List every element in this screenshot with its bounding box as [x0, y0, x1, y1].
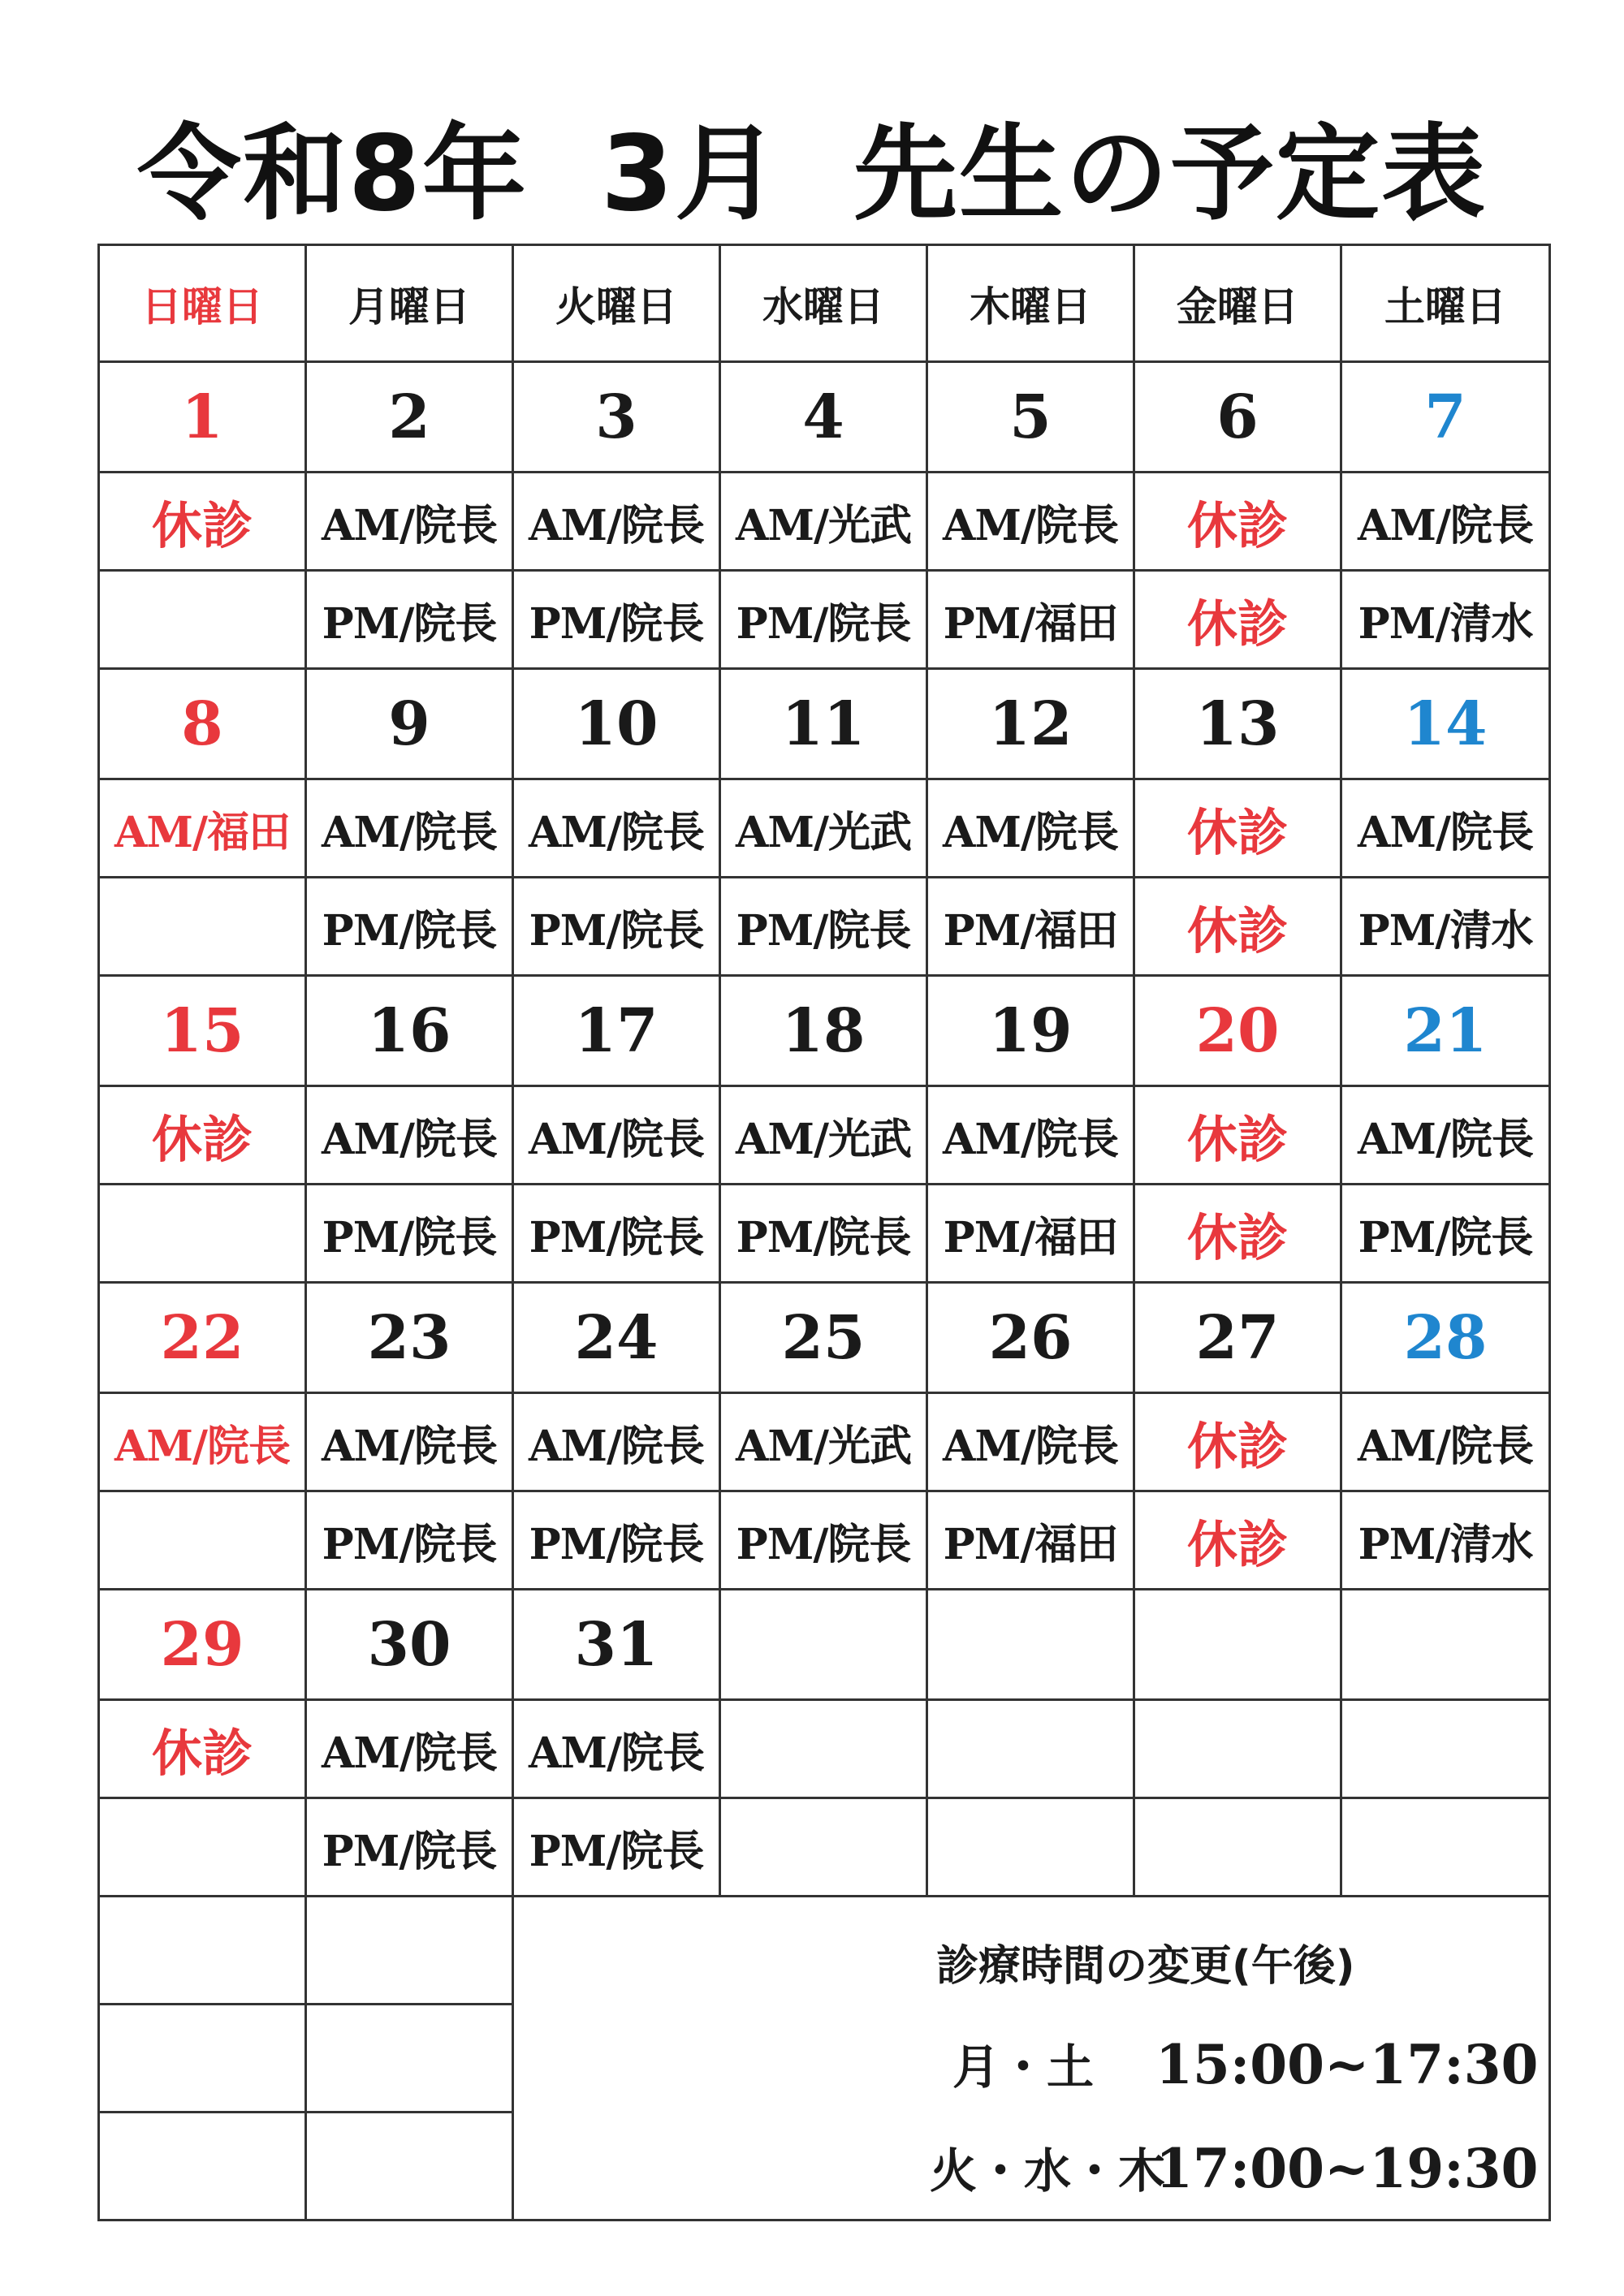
- pm-row: [99, 878, 1550, 976]
- day-cell: [306, 1700, 513, 1798]
- day-cell: [1134, 473, 1341, 571]
- am-doctor-label: AM/院長: [322, 1114, 497, 1164]
- day-cell: [513, 878, 720, 976]
- day-cell: [927, 571, 1134, 669]
- date-number: 6: [1216, 382, 1259, 452]
- day-cell: [99, 779, 306, 878]
- am-doctor-label: AM/院長: [322, 1421, 497, 1471]
- blank-cell: [99, 2113, 306, 2220]
- am-doctor-label: AM/院長: [943, 807, 1118, 857]
- day-cell: [513, 1185, 720, 1283]
- pm-doctor-label: PM/院長: [529, 1212, 704, 1262]
- date-number: 31: [574, 1609, 659, 1680]
- date-number: 26: [988, 1302, 1073, 1373]
- day-cell: [720, 1283, 927, 1393]
- day-cell: [306, 1798, 513, 1897]
- day-cell: [1134, 362, 1341, 473]
- day-cell: [513, 473, 720, 571]
- day-cell: [1341, 571, 1550, 669]
- am-doctor-label: AM/光武: [736, 500, 911, 550]
- weekday-header-wed: [720, 245, 927, 362]
- pm-doctor-label: PM/院長: [736, 1212, 911, 1262]
- day-cell: [99, 1393, 306, 1491]
- day-cell: [1341, 1590, 1550, 1700]
- hours-line-tue-thu: [930, 2133, 1538, 2201]
- weekday-label: 月曜日: [348, 283, 470, 330]
- pm-doctor-label: PM/院長: [322, 1826, 497, 1876]
- closed-label: 休診: [151, 1109, 253, 1169]
- day-cell: [1341, 669, 1550, 779]
- closed-label: 休診: [1186, 1416, 1288, 1476]
- am-doctor-label: AM/院長: [529, 1728, 704, 1778]
- blank-cell: [306, 1897, 513, 2005]
- hours-line-mon-sat: [952, 2029, 1538, 2097]
- date-row: [99, 1283, 1550, 1393]
- hours-time: 15:00~17:30: [1155, 2033, 1539, 2096]
- day-cell: [927, 1086, 1134, 1185]
- pm-doctor-label: PM/院長: [529, 1826, 704, 1876]
- blank-cell: [306, 2113, 513, 2220]
- pm-doctor-label: PM/院長: [736, 905, 911, 956]
- am-row: [99, 473, 1550, 571]
- day-cell: [306, 1491, 513, 1590]
- day-cell: [306, 473, 513, 571]
- pm-doctor-label: PM/清水: [1358, 1519, 1533, 1569]
- day-cell: [1134, 1590, 1341, 1700]
- day-cell: [927, 473, 1134, 571]
- weekday-header-tue: [513, 245, 720, 362]
- day-cell: [99, 1700, 306, 1798]
- day-cell: [99, 878, 306, 976]
- day-cell: [720, 779, 927, 878]
- day-cell: [1341, 1798, 1550, 1897]
- pm-row: [99, 1798, 1550, 1897]
- blank-cell: [99, 1897, 306, 2005]
- date-number: 24: [574, 1302, 659, 1373]
- day-cell: [1134, 571, 1341, 669]
- date-number: 12: [988, 688, 1073, 759]
- day-cell: [1134, 1086, 1341, 1185]
- day-cell: [1134, 878, 1341, 976]
- pm-doctor-label: PM/院長: [529, 1519, 704, 1569]
- am-doctor-label: AM/院長: [943, 1114, 1118, 1164]
- date-number: 11: [781, 688, 866, 759]
- blank-cell: [306, 2005, 513, 2113]
- weekday-header-thu: [927, 245, 1134, 362]
- day-cell: [306, 669, 513, 779]
- date-number: 17: [574, 995, 659, 1066]
- day-cell: [927, 976, 1134, 1086]
- day-cell: [720, 1086, 927, 1185]
- closed-label: 休診: [1186, 1514, 1288, 1574]
- am-doctor-label: AM/院長: [1358, 500, 1533, 550]
- day-cell: [513, 362, 720, 473]
- day-cell: [927, 1283, 1134, 1393]
- day-cell: [720, 1590, 927, 1700]
- pm-doctor-label: PM/福田: [943, 598, 1118, 649]
- am-doctor-label: AM/光武: [736, 1421, 911, 1471]
- weekday-header-sat: [1341, 245, 1550, 362]
- day-cell: [720, 1491, 927, 1590]
- weekday-label: 土曜日: [1384, 283, 1506, 330]
- am-doctor-label: AM/院長: [322, 807, 497, 857]
- day-cell: [720, 571, 927, 669]
- date-number: 19: [988, 995, 1073, 1066]
- day-cell: [306, 779, 513, 878]
- day-cell: [513, 779, 720, 878]
- pm-doctor-label: PM/院長: [736, 598, 911, 649]
- page-title: [0, 96, 1624, 234]
- weekday-label: 日曜日: [141, 283, 263, 330]
- day-cell: [513, 1798, 720, 1897]
- day-cell: [1341, 362, 1550, 473]
- date-number: 20: [1195, 995, 1280, 1066]
- date-number: 2: [388, 382, 430, 452]
- day-cell: [927, 1491, 1134, 1590]
- date-number: 16: [367, 995, 451, 1066]
- hours-note-box: [513, 1897, 1550, 2220]
- day-cell: [513, 1283, 720, 1393]
- date-number: 15: [160, 995, 244, 1066]
- day-cell: [306, 1283, 513, 1393]
- day-cell: [99, 362, 306, 473]
- pm-doctor-label: PM/院長: [529, 598, 704, 649]
- day-cell: [720, 976, 927, 1086]
- day-cell: [720, 473, 927, 571]
- am-doctor-label: AM/院長: [529, 1114, 704, 1164]
- day-cell: [927, 362, 1134, 473]
- day-cell: [513, 976, 720, 1086]
- date-number: 1: [181, 382, 223, 452]
- date-row: [99, 1590, 1550, 1700]
- day-cell: [99, 1283, 306, 1393]
- day-cell: [99, 1798, 306, 1897]
- closed-label: 休診: [1186, 1109, 1288, 1169]
- title-year: 令和8年: [136, 114, 528, 235]
- date-number: 10: [574, 688, 659, 759]
- hours-note: [514, 1897, 1548, 2219]
- day-cell: [306, 571, 513, 669]
- date-row: [99, 976, 1550, 1086]
- weekday-header-fri: [1134, 245, 1341, 362]
- pm-doctor-label: PM/福田: [943, 1212, 1118, 1262]
- am-doctor-label: AM/院長: [1358, 1421, 1533, 1471]
- pm-doctor-label: PM/院長: [1358, 1212, 1533, 1262]
- date-number: 27: [1195, 1302, 1280, 1373]
- date-number: 9: [388, 688, 430, 759]
- day-cell: [306, 976, 513, 1086]
- day-cell: [513, 571, 720, 669]
- day-cell: [927, 669, 1134, 779]
- day-cell: [513, 669, 720, 779]
- weekday-label: 水曜日: [762, 283, 884, 330]
- day-cell: [1341, 779, 1550, 878]
- day-cell: [99, 571, 306, 669]
- day-cell: [1134, 1798, 1341, 1897]
- day-cell: [1341, 1283, 1550, 1393]
- pm-doctor-label: PM/院長: [322, 1519, 497, 1569]
- day-cell: [306, 1393, 513, 1491]
- am-row: [99, 779, 1550, 878]
- date-number: 23: [367, 1302, 451, 1373]
- day-cell: [720, 669, 927, 779]
- pm-row: [99, 1185, 1550, 1283]
- day-cell: [1134, 779, 1341, 878]
- pm-row: [99, 1491, 1550, 1590]
- am-doctor-label: AM/院長: [943, 1421, 1118, 1471]
- title-schedule: 先生の予定表: [853, 114, 1488, 235]
- day-cell: [1341, 1491, 1550, 1590]
- day-cell: [99, 1491, 306, 1590]
- day-cell: [513, 1086, 720, 1185]
- day-cell: [720, 1185, 927, 1283]
- weekday-label: 金曜日: [1177, 283, 1298, 330]
- day-cell: [927, 779, 1134, 878]
- pm-doctor-label: PM/院長: [322, 1212, 497, 1262]
- day-cell: [720, 878, 927, 976]
- date-number: 3: [595, 382, 637, 452]
- am-doctor-label: AM/院長: [529, 500, 704, 550]
- calendar-body: [99, 245, 1550, 2220]
- day-cell: [1134, 1491, 1341, 1590]
- day-cell: [306, 878, 513, 976]
- am-doctor-label: AM/院長: [114, 1421, 290, 1471]
- hours-days: 月・土: [952, 2039, 1095, 2095]
- closed-label: 休診: [1186, 593, 1288, 654]
- date-number: 14: [1403, 688, 1488, 759]
- date-number: 18: [781, 995, 866, 1066]
- pm-doctor-label: PM/院長: [322, 905, 497, 956]
- date-number: 25: [781, 1302, 866, 1373]
- weekday-label: 木曜日: [970, 283, 1091, 330]
- day-cell: [1134, 976, 1341, 1086]
- day-cell: [1341, 1185, 1550, 1283]
- weekday-label: 火曜日: [555, 283, 677, 330]
- day-cell: [1134, 1283, 1341, 1393]
- date-number: 4: [802, 382, 844, 452]
- blank-row: [99, 1897, 1550, 2005]
- am-doctor-label: AM/院長: [322, 500, 497, 550]
- schedule-calendar: [97, 244, 1551, 2221]
- am-doctor-label: AM/院長: [529, 1421, 704, 1471]
- date-number: 5: [1009, 382, 1052, 452]
- hours-days: 火・水・木: [930, 2143, 1166, 2199]
- day-cell: [99, 669, 306, 779]
- date-row: [99, 362, 1550, 473]
- day-cell: [1341, 1086, 1550, 1185]
- hours-time: 17:00~19:30: [1155, 2137, 1539, 2200]
- date-number: 29: [160, 1609, 244, 1680]
- day-cell: [1341, 1393, 1550, 1491]
- am-doctor-label: AM/院長: [1358, 1114, 1533, 1164]
- day-cell: [306, 1590, 513, 1700]
- am-doctor-label: AM/光武: [736, 1114, 911, 1164]
- day-cell: [927, 1185, 1134, 1283]
- am-row: [99, 1393, 1550, 1491]
- date-number: 28: [1403, 1302, 1488, 1373]
- am-doctor-label: AM/院長: [943, 500, 1118, 550]
- pm-doctor-label: PM/福田: [943, 905, 1118, 956]
- date-number: 22: [160, 1302, 244, 1373]
- day-cell: [1134, 669, 1341, 779]
- day-cell: [99, 1185, 306, 1283]
- day-cell: [927, 1798, 1134, 1897]
- day-cell: [1134, 1185, 1341, 1283]
- pm-doctor-label: PM/清水: [1358, 598, 1533, 649]
- pm-doctor-label: PM/院長: [322, 598, 497, 649]
- day-cell: [1134, 1393, 1341, 1491]
- weekday-header-sun: [99, 245, 306, 362]
- day-cell: [720, 1798, 927, 1897]
- title-month: 3月: [600, 114, 781, 235]
- day-cell: [306, 1185, 513, 1283]
- day-cell: [513, 1393, 720, 1491]
- day-cell: [927, 1590, 1134, 1700]
- am-doctor-label: AM/光武: [736, 807, 911, 857]
- am-row: [99, 1700, 1550, 1798]
- closed-label: 休診: [1186, 495, 1288, 555]
- date-number: 21: [1403, 995, 1488, 1066]
- closed-label: 休診: [151, 1723, 253, 1783]
- pm-doctor-label: PM/福田: [943, 1519, 1118, 1569]
- pm-doctor-label: PM/院長: [736, 1519, 911, 1569]
- date-number: 30: [367, 1609, 451, 1680]
- day-cell: [720, 1700, 927, 1798]
- day-cell: [1341, 473, 1550, 571]
- day-cell: [99, 1086, 306, 1185]
- am-doctor-label: AM/福田: [114, 807, 290, 857]
- day-cell: [720, 1393, 927, 1491]
- date-number: 7: [1424, 382, 1466, 452]
- day-cell: [99, 1590, 306, 1700]
- closed-label: 休診: [1186, 900, 1288, 960]
- am-row: [99, 1086, 1550, 1185]
- day-cell: [927, 878, 1134, 976]
- hours-note-title: 診療時間の変更(午後): [936, 1942, 1355, 1991]
- blank-cell: [99, 2005, 306, 2113]
- weekday-header-row: [99, 245, 1550, 362]
- date-row: [99, 669, 1550, 779]
- day-cell: [927, 1393, 1134, 1491]
- day-cell: [306, 1086, 513, 1185]
- date-number: 8: [181, 688, 223, 759]
- day-cell: [927, 1700, 1134, 1798]
- date-number: 13: [1195, 688, 1280, 759]
- closed-label: 休診: [1186, 1207, 1288, 1267]
- day-cell: [99, 473, 306, 571]
- day-cell: [1341, 878, 1550, 976]
- closed-label: 休診: [151, 495, 253, 555]
- am-doctor-label: AM/院長: [1358, 807, 1533, 857]
- day-cell: [1341, 976, 1550, 1086]
- day-cell: [720, 362, 927, 473]
- am-doctor-label: AM/院長: [529, 807, 704, 857]
- am-doctor-label: AM/院長: [322, 1728, 497, 1778]
- pm-doctor-label: PM/院長: [529, 905, 704, 956]
- closed-label: 休診: [1186, 802, 1288, 862]
- day-cell: [306, 362, 513, 473]
- weekday-header-mon: [306, 245, 513, 362]
- pm-doctor-label: PM/清水: [1358, 905, 1533, 956]
- day-cell: [99, 976, 306, 1086]
- day-cell: [513, 1491, 720, 1590]
- day-cell: [513, 1590, 720, 1700]
- day-cell: [513, 1700, 720, 1798]
- day-cell: [1341, 1700, 1550, 1798]
- day-cell: [1134, 1700, 1341, 1798]
- pm-row: [99, 571, 1550, 669]
